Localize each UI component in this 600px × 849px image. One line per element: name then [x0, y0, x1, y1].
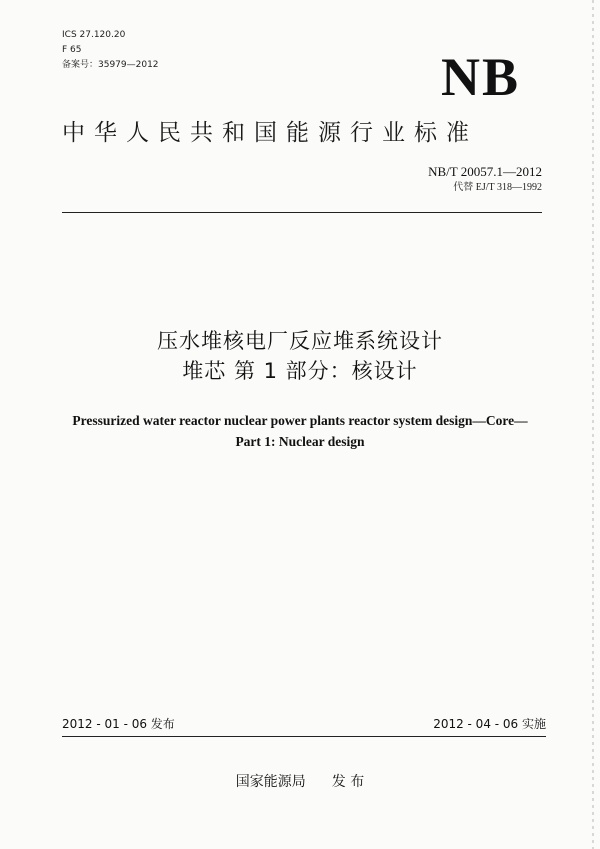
document-title-english: [0, 410, 600, 452]
standard-code-block: [428, 164, 542, 195]
ics-code: ICS 27.120.20: [62, 30, 126, 40]
header-divider: [62, 212, 542, 213]
implementation-date: 2012 - 04 - 06 实施: [433, 717, 546, 731]
nb-logo: NB: [440, 47, 520, 107]
title-cn-line-1: 压水堆核电厂反应堆系统设计: [157, 329, 443, 353]
document-title-chinese: [0, 326, 600, 386]
issuer-line: [0, 772, 600, 792]
title-en-line-2: Part 1: Nuclear design: [235, 434, 365, 449]
standard-category-title: 中华人民共和国能源行业标准: [62, 120, 478, 146]
title-en-line-1: Pressurized water reactor nuclear power plants reactor system design—Core—: [72, 413, 528, 428]
title-cn-line-2: 堆芯 第 1 部分：核设计: [182, 359, 418, 383]
class-code: F 65: [62, 45, 82, 55]
date-row: [62, 716, 546, 732]
replaces-standard: 代替 EJ/T 318—1992: [453, 182, 542, 193]
issuer-action: 发 布: [331, 774, 365, 790]
issue-date: 2012 - 01 - 06 发布: [62, 717, 175, 731]
record-number: 备案号：35979—2012: [62, 60, 159, 70]
classification-block: [62, 28, 159, 73]
standard-number: NB/T 20057.1—2012: [428, 164, 542, 179]
scan-edge-marks: [592, 0, 594, 849]
footer-divider: [62, 736, 546, 737]
issuer-name: 国家能源局: [235, 774, 306, 790]
